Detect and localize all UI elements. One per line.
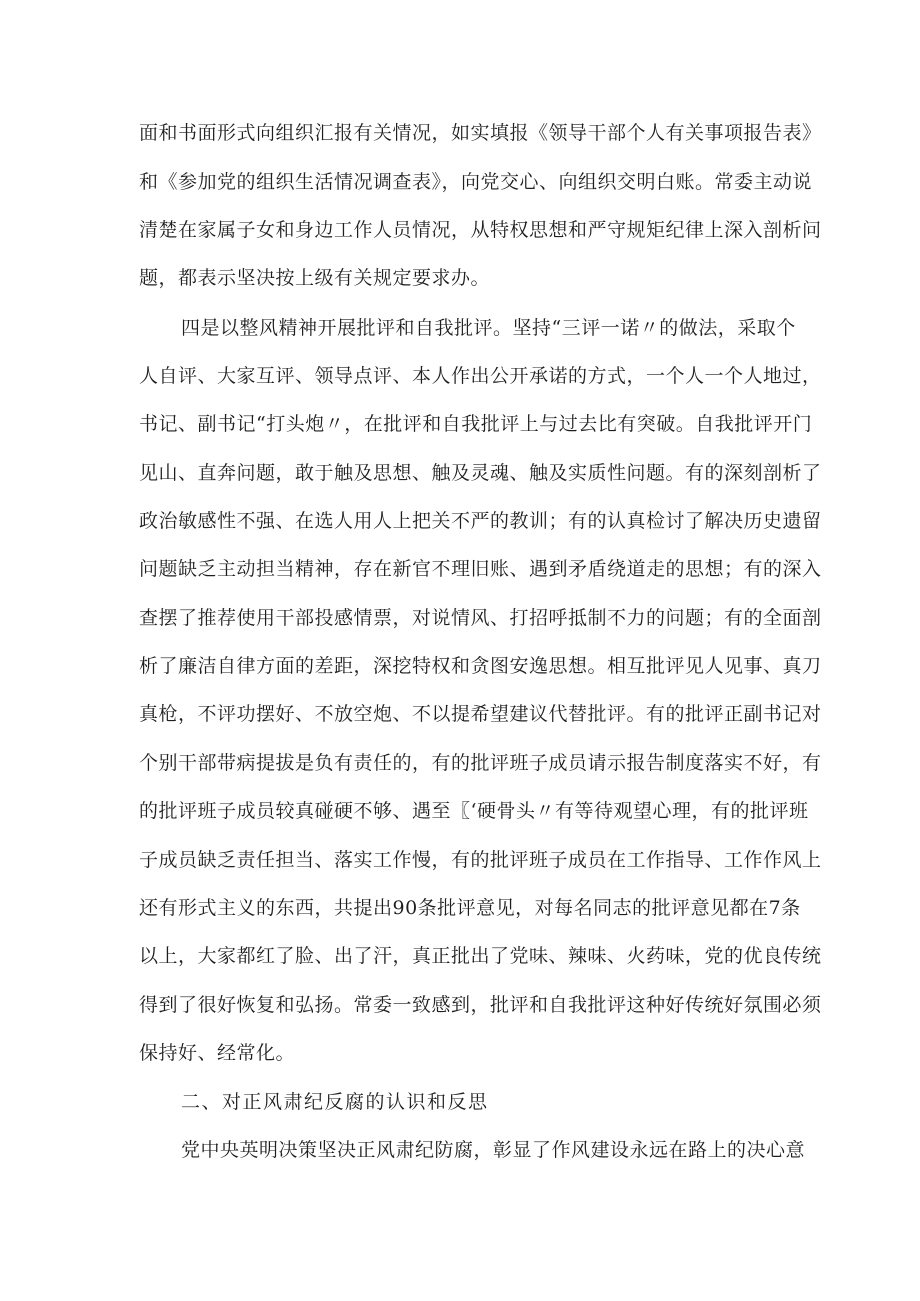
section-heading: 二、对正风肃纪反腐的认识和反思 bbox=[181, 1091, 489, 1113]
paragraph-line: 四是以整风精神开展批评和自我批评。坚持“三评一诺〃的做法，采取个 bbox=[181, 317, 796, 339]
paragraph-line: 保持好、经常化。 bbox=[139, 1042, 296, 1064]
paragraph-line: 清楚在家属子女和身边工作人员情况，从特权思想和严守规矩纪律上深入剖析问 bbox=[139, 219, 822, 241]
paragraph-line: 析了廉洁自律方面的差距，深挖特权和贪图安逸思想。相互批评见人见事、真刀 bbox=[139, 655, 822, 677]
paragraph-line: 得到了很好恢复和弘扬。常委一致感到，批评和自我批评这种好传统好氛围必须 bbox=[139, 994, 822, 1016]
paragraph-line: 题，都表示坚决按上级有关规定要求办。 bbox=[139, 267, 491, 289]
paragraph-line: 还有形式主义的东西，共提出90条批评意见，对每名同志的批评意见都在7条 bbox=[139, 897, 801, 919]
paragraph-line: 党中央英明决策坚决正风肃纪防腐，彰显了作风建设永远在路上的决心意 bbox=[181, 1139, 806, 1161]
paragraph-line: 子成员缺乏责任担当、落实工作慢，有的批评班子成员在工作指导、工作作风上 bbox=[139, 849, 822, 871]
paragraph-line: 书记、副书记“打头炮〃，在批评和自我批评上与过去比有突破。自我批评开门 bbox=[139, 413, 813, 435]
paragraph-line: 面和书面形式向组织汇报有关情况，如实填报《领导干部个人有关事项报告表》 bbox=[139, 122, 822, 144]
paragraph-line: 和《参加党的组织生活情况调查表》，向党交心、向组织交明白账。常委主动说 bbox=[139, 171, 813, 193]
paragraph-line: 政治敏感性不强、在选人用人上把关不严的教训；有的认真检讨了解决历史遗留 bbox=[139, 510, 822, 532]
paragraph-line: 见山、直奔问题，敢于触及思想、触及灵魂、触及实质性问题。有的深刻剖析了 bbox=[139, 462, 822, 484]
paragraph-line: 以上，大家都红了脸、出了汗，真正批出了党味、辣味、火药味，党的优良传统 bbox=[139, 945, 822, 967]
paragraph-line: 问题缺乏主动担当精神，存在新官不理旧账、遇到矛盾绕道走的思想；有的深入 bbox=[139, 558, 822, 580]
paragraph-line: 的批评班子成员较真碰硬不够、遇至〖‘硬骨头〃有等待观望心理，有的批评班 bbox=[139, 800, 809, 822]
paragraph-line: 人自评、大家互评、领导点评、本人作出公开承诺的方式，一个人一个人地过， bbox=[139, 365, 822, 387]
paragraph-line: 查摆了推荐使用干部投感情票，对说情风、打招呼抵制不力的问题；有的全面剖 bbox=[139, 607, 822, 629]
paragraph-line: 真枪，不评功摆好、不放空炮、不以提希望建议代替批评。有的批评正副书记对 bbox=[139, 703, 822, 725]
paragraph-line: 个别干部带病提拔是负有责任的，有的批评班子成员请示报告制度落实不好，有 bbox=[139, 752, 822, 774]
